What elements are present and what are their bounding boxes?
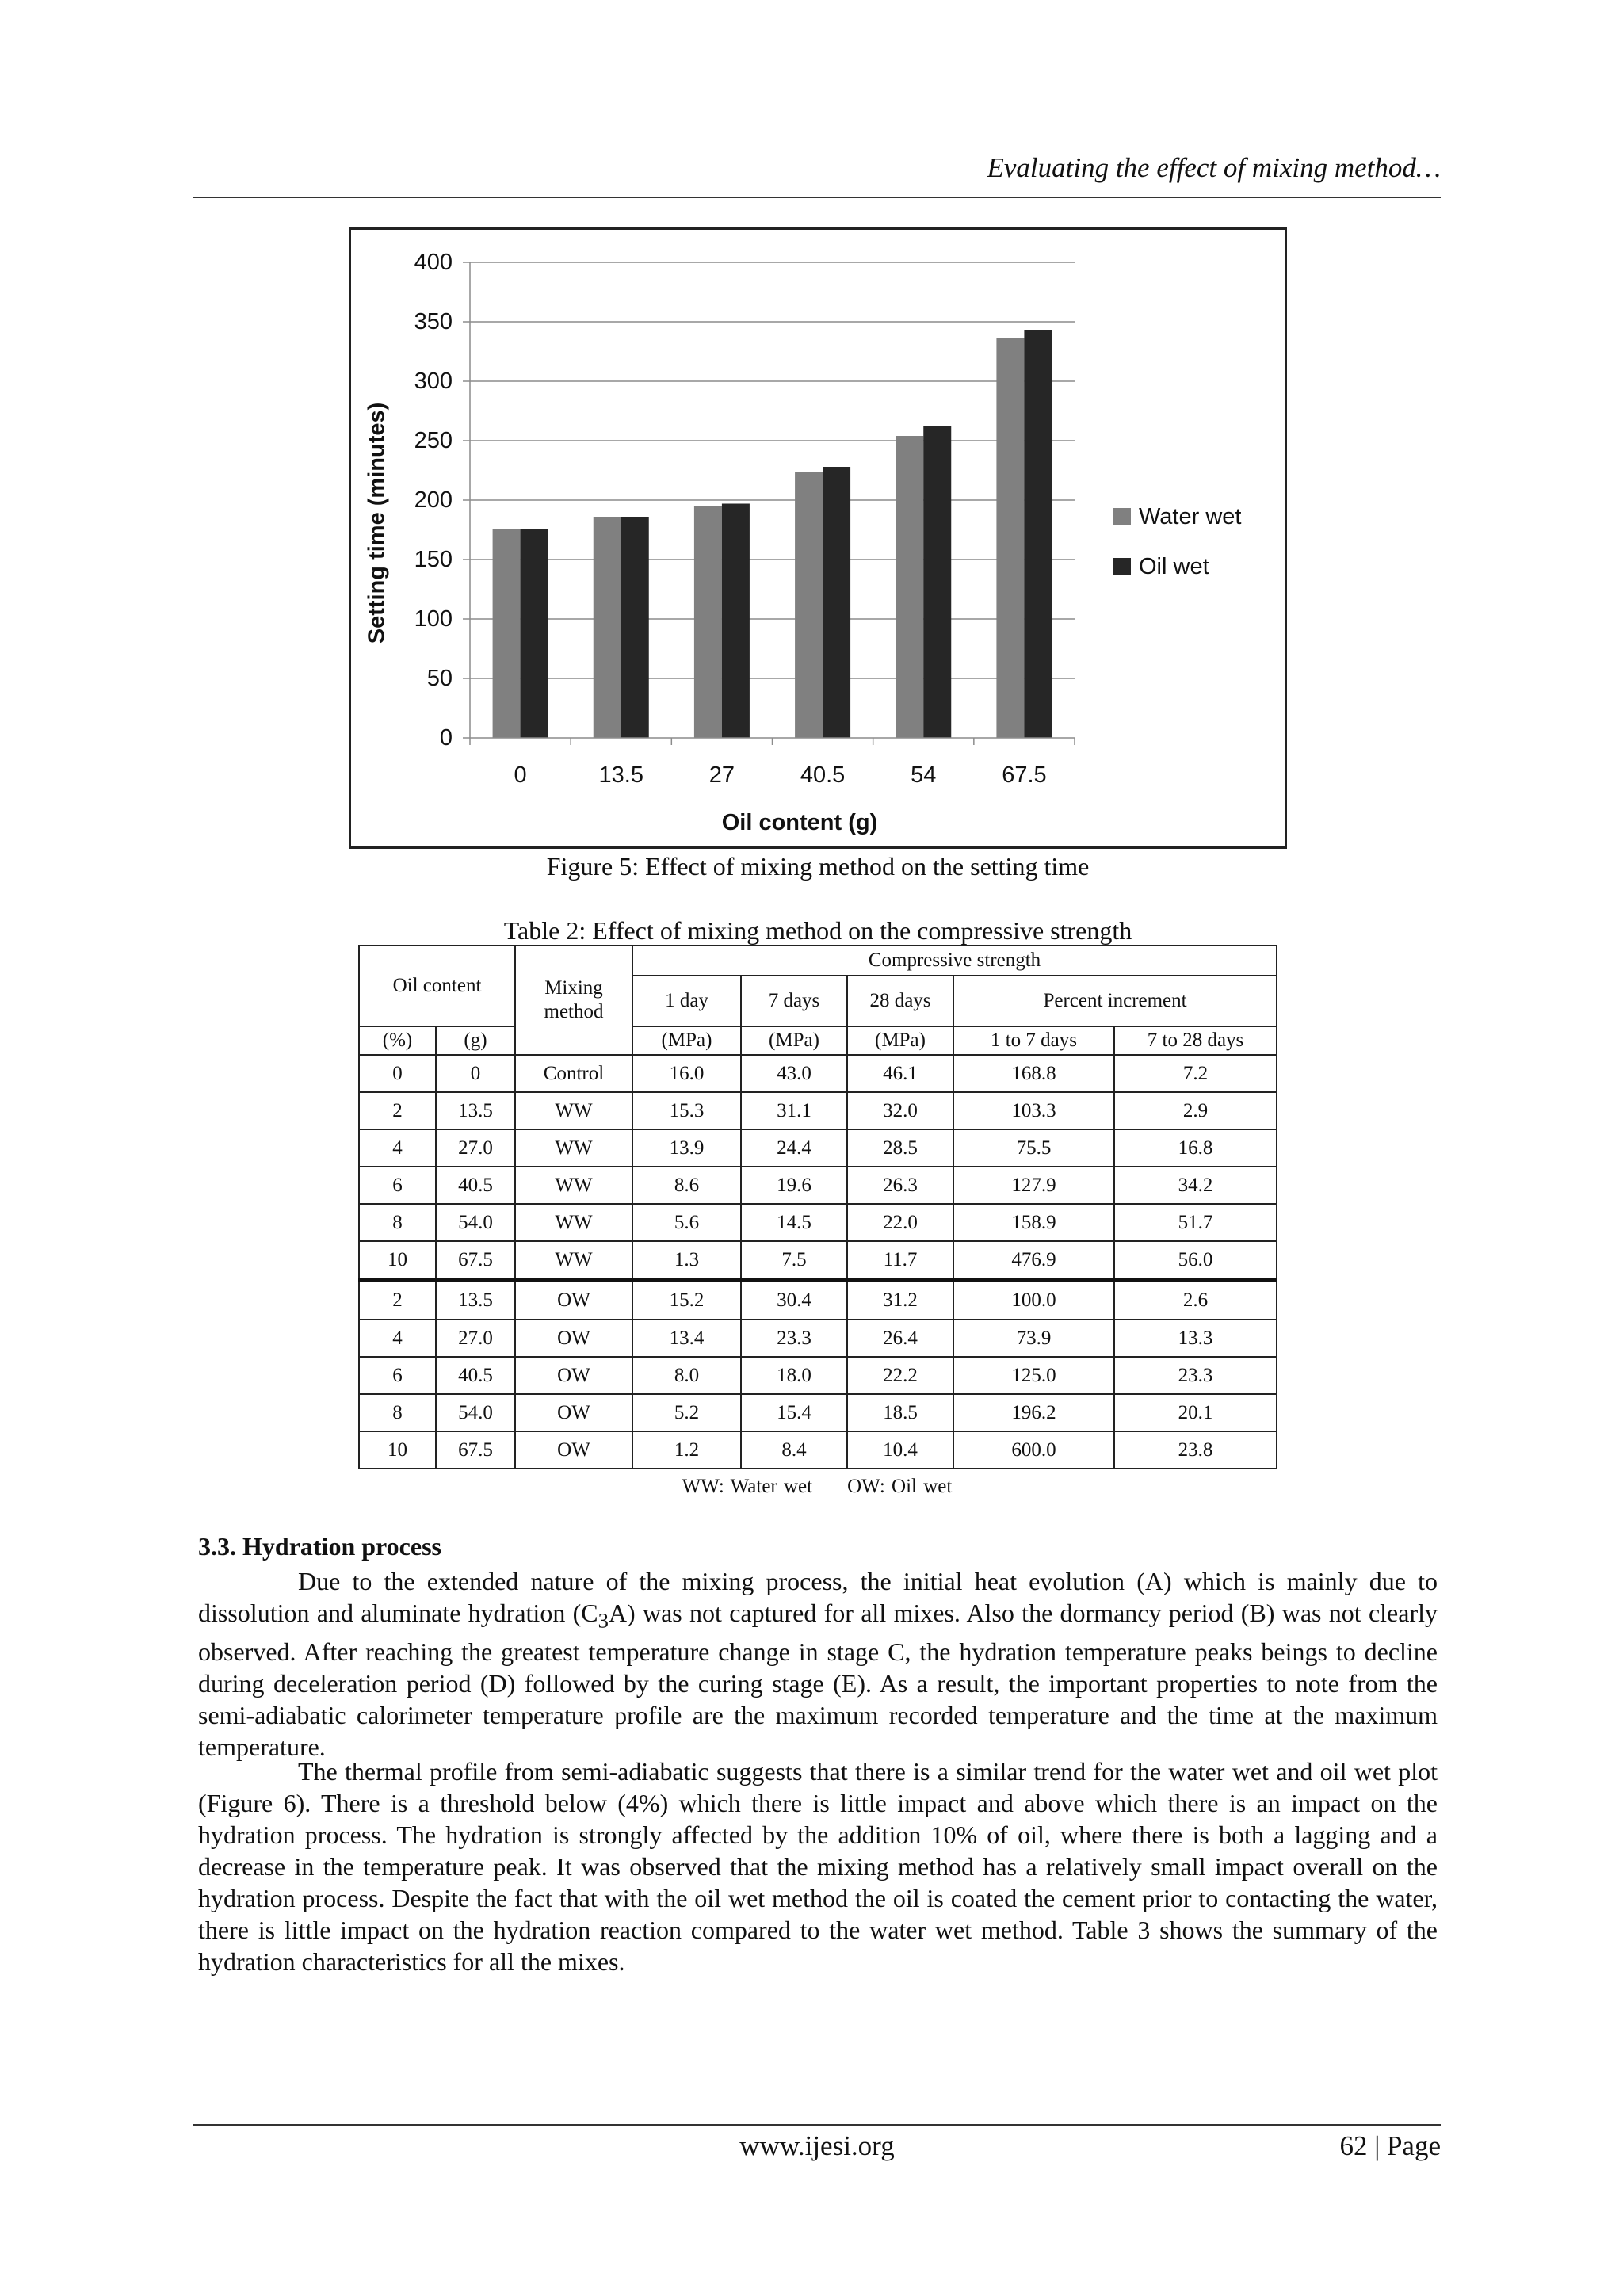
table-cell: 15.2: [632, 1280, 741, 1320]
header-compressive-strength: Compressive strength: [632, 946, 1277, 976]
table-cell: 8.0: [632, 1357, 741, 1394]
table-cell: 7.5: [741, 1241, 847, 1280]
table-cell: 43.0: [741, 1055, 847, 1092]
table-cell: WW: [515, 1241, 632, 1280]
table-cell: 15.4: [741, 1394, 847, 1431]
header-28-days: 28 days: [847, 976, 953, 1026]
gridlines: [470, 262, 1075, 678]
x-tick-label: 40.5: [800, 762, 846, 788]
table-cell: 46.1: [847, 1055, 953, 1092]
table-cell: 13.3: [1114, 1320, 1277, 1357]
table-row: [359, 1241, 1277, 1280]
table-cell: 56.0: [1114, 1241, 1277, 1280]
table-cell: 2.9: [1114, 1092, 1277, 1129]
table-cell: 1.3: [632, 1241, 741, 1280]
y-tick-label: 200: [414, 487, 453, 513]
table-cell: 16.0: [632, 1055, 741, 1092]
paragraph-2: [198, 1755, 1438, 1977]
table-cell: 4: [359, 1320, 436, 1357]
x-tick-label: 0: [514, 762, 527, 788]
table-cell: 8: [359, 1394, 436, 1431]
table-cell: 28.5: [847, 1129, 953, 1167]
table-cell: WW: [515, 1092, 632, 1129]
table-cell: 27.0: [436, 1320, 515, 1357]
header-mixing-method: Mixing method: [515, 946, 632, 1055]
x-tick-label: 67.5: [1002, 762, 1047, 788]
table-row: [359, 1431, 1277, 1469]
table-cell: 26.4: [847, 1320, 953, 1357]
y-axis-title: Setting time (minutes): [364, 402, 390, 644]
table-cell: 31.2: [847, 1280, 953, 1320]
x-tick-label: 54: [911, 762, 937, 788]
table-row: [359, 1320, 1277, 1357]
para2-text: The thermal profile from semi-adiabatic suggests that there is a similar trend for the water wet and oil wet plot (Figure 6). There is a threshold below (4%) which there is little impact and above which there is an impact on the hydration process. The hydration is strongly affected by the addition 10% of oil, where there is both a lagging and a decrease in the temperature peak. It was observed that the mixing method has a relatively small impact overall on the hydration process. Despite the fact that with the oil wet method the oil is coated the cement prior to contacting the water, there is little impact on the hydration reaction compared to the water wet method. Table 3 shows the summary of the hydration characteristics for all the mixes.: [198, 1757, 1438, 1976]
bar-oil-wet: [1024, 330, 1052, 739]
table-row: [359, 1204, 1277, 1241]
table-cell: 168.8: [953, 1055, 1114, 1092]
table-cell: 2: [359, 1280, 436, 1320]
table-cell: 5.6: [632, 1204, 741, 1241]
bar-water-wet: [694, 506, 722, 739]
table-cell: 6: [359, 1167, 436, 1204]
bar-water-wet: [996, 338, 1024, 738]
legend-label: Oil wet: [1139, 554, 1209, 579]
table-cell: 31.1: [741, 1092, 847, 1129]
table-cell: 30.4: [741, 1280, 847, 1320]
table-cell: 13.4: [632, 1320, 741, 1357]
table-cell: 75.5: [953, 1129, 1114, 1167]
running-header: Evaluating the effect of mixing method…: [987, 152, 1441, 183]
figure-5-chart: [349, 227, 1287, 849]
note-ww: WW: Water wet: [682, 1476, 813, 1497]
table-row: [359, 1167, 1277, 1204]
note-ow: OW: Oil wet: [847, 1476, 953, 1497]
table-cell: 51.7: [1114, 1204, 1277, 1241]
table-cell: 2: [359, 1092, 436, 1129]
table-cell: 8.6: [632, 1167, 741, 1204]
table-cell: 10.4: [847, 1431, 953, 1469]
table-row: [359, 1129, 1277, 1167]
table-cell: 10: [359, 1241, 436, 1280]
table-cell: 0: [359, 1055, 436, 1092]
table-row: [359, 1055, 1277, 1092]
table-cell: OW: [515, 1394, 632, 1431]
table-cell: 67.5: [436, 1241, 515, 1280]
table-note: [358, 1476, 1276, 1498]
header-unit-percent: (%): [359, 1026, 436, 1055]
header-7-days: 7 days: [741, 976, 847, 1026]
table-cell: Control: [515, 1055, 632, 1092]
bar-water-wet: [896, 436, 923, 738]
table-cell: 8: [359, 1204, 436, 1241]
table-cell: 103.3: [953, 1092, 1114, 1129]
table-cell: 158.9: [953, 1204, 1114, 1241]
table-cell: WW: [515, 1129, 632, 1167]
table-cell: 7.2: [1114, 1055, 1277, 1092]
para1-subscript: 3: [598, 1608, 609, 1633]
section-heading: 3.3. Hydration process: [198, 1532, 441, 1561]
bar-oil-wet: [722, 504, 750, 739]
header-inc-7-28: 7 to 28 days: [1114, 1026, 1277, 1055]
table-row: [359, 1280, 1277, 1320]
table-cell: 13.9: [632, 1129, 741, 1167]
compressive-strength-table: [358, 945, 1277, 1469]
figure-caption: Figure 5: Effect of mixing method on the setting time: [546, 852, 1090, 881]
table-row: [359, 1357, 1277, 1394]
table-cell: 16.8: [1114, 1129, 1277, 1167]
table-cell: 4: [359, 1129, 436, 1167]
y-tick-label: 250: [414, 428, 453, 453]
para1-text-b: A) was not captured for all mixes. Also the dormancy period (B) was not clearly observed. After reaching the greatest temperature change in stage C, the hydration temperature peaks beings to decline during deceleration period (D) followed by the curing stage (E). As a result, the important properties to note from the semi-adiabatic calorimeter temperature profile are the maximum recorded temperature and the time at the maximum temperature.: [198, 1599, 1438, 1762]
header-unit-g: (g): [436, 1026, 515, 1055]
header-rule: [193, 197, 1441, 198]
header-inc-1-7: 1 to 7 days: [953, 1026, 1114, 1055]
legend-swatch: [1113, 508, 1131, 525]
header-oil-content: Oil content: [359, 946, 515, 1026]
table-cell: 27.0: [436, 1129, 515, 1167]
y-tick-label: 400: [414, 250, 453, 275]
bar-oil-wet: [823, 467, 850, 738]
footer-page-number: 62 | Page: [1339, 2130, 1441, 2161]
table-cell: OW: [515, 1280, 632, 1320]
table-cell: 1.2: [632, 1431, 741, 1469]
legend: [1113, 504, 1241, 579]
table-cell: 0: [436, 1055, 515, 1092]
table-cell: 11.7: [847, 1241, 953, 1280]
y-tick-label: 300: [414, 369, 453, 394]
table-cell: 40.5: [436, 1357, 515, 1394]
bar-oil-wet: [621, 517, 649, 738]
table-cell: 18.0: [741, 1357, 847, 1394]
table-cell: WW: [515, 1167, 632, 1204]
bar-water-wet: [493, 529, 521, 738]
x-tick-label: 13.5: [598, 762, 643, 788]
table-cell: 20.1: [1114, 1394, 1277, 1431]
table-cell: 26.3: [847, 1167, 953, 1204]
table-cell: 2.6: [1114, 1280, 1277, 1320]
para1-text-a: Due to the extended nature of the mixing process, the initial heat evolution (A) which is mainly due to dissolution and aluminate hydration (C: [198, 1567, 1438, 1627]
header-1-day: 1 day: [632, 976, 741, 1026]
y-tick-label: 50: [426, 666, 453, 691]
table-cell: 67.5: [436, 1431, 515, 1469]
table-cell: OW: [515, 1357, 632, 1394]
bar-water-wet: [594, 517, 621, 738]
header-percent-increment: Percent increment: [953, 976, 1277, 1026]
table-cell: 34.2: [1114, 1167, 1277, 1204]
header-mpa-28: (MPa): [847, 1026, 953, 1055]
table-cell: 476.9: [953, 1241, 1114, 1280]
table-cell: 13.5: [436, 1092, 515, 1129]
table-cell: 18.5: [847, 1394, 953, 1431]
table-cell: OW: [515, 1320, 632, 1357]
bar-oil-wet: [923, 426, 951, 738]
table-cell: 10: [359, 1431, 436, 1469]
table-row: [359, 1092, 1277, 1129]
table-cell: WW: [515, 1204, 632, 1241]
table-cell: 23.8: [1114, 1431, 1277, 1469]
table-cell: 100.0: [953, 1280, 1114, 1320]
table-cell: 14.5: [741, 1204, 847, 1241]
bar-chart-svg: [351, 230, 1285, 846]
table-cell: 600.0: [953, 1431, 1114, 1469]
table-cell: 73.9: [953, 1320, 1114, 1357]
table-cell: 24.4: [741, 1129, 847, 1167]
table-cell: 23.3: [741, 1320, 847, 1357]
bars: [493, 330, 1052, 739]
header-mpa-1: (MPa): [632, 1026, 741, 1055]
table-cell: 125.0: [953, 1357, 1114, 1394]
table-row: [359, 1394, 1277, 1431]
table-cell: 22.0: [847, 1204, 953, 1241]
paragraph-1: [198, 1565, 1438, 1763]
table-cell: 8.4: [741, 1431, 847, 1469]
y-tick-label: 350: [414, 309, 453, 334]
table-cell: 54.0: [436, 1204, 515, 1241]
table-cell: 196.2: [953, 1394, 1114, 1431]
table-cell: 5.2: [632, 1394, 741, 1431]
table-cell: 40.5: [436, 1167, 515, 1204]
y-tick-label: 100: [414, 606, 453, 632]
footer-site: www.ijesi.org: [739, 2130, 895, 2161]
footer-rule: [193, 2124, 1441, 2126]
header-mpa-7: (MPa): [741, 1026, 847, 1055]
bar-water-wet: [795, 472, 823, 738]
table-cell: 13.5: [436, 1280, 515, 1320]
table-cell: 127.9: [953, 1167, 1114, 1204]
table-cell: 6: [359, 1357, 436, 1394]
y-tick-label: 150: [414, 547, 453, 572]
table-cell: 23.3: [1114, 1357, 1277, 1394]
legend-label: Water wet: [1139, 504, 1242, 529]
table-cell: 32.0: [847, 1092, 953, 1129]
x-axis-title: Oil content (g): [721, 810, 878, 835]
table-cell: 22.2: [847, 1357, 953, 1394]
table-caption: Table 2: Effect of mixing method on the compressive strength: [503, 916, 1132, 945]
table-cell: 54.0: [436, 1394, 515, 1431]
table-cell: 15.3: [632, 1092, 741, 1129]
x-tick-label: 27: [708, 762, 735, 788]
table-cell: OW: [515, 1431, 632, 1469]
legend-swatch: [1113, 558, 1131, 575]
table-cell: 19.6: [741, 1167, 847, 1204]
y-tick-label: 0: [439, 725, 453, 751]
bar-oil-wet: [521, 529, 548, 738]
